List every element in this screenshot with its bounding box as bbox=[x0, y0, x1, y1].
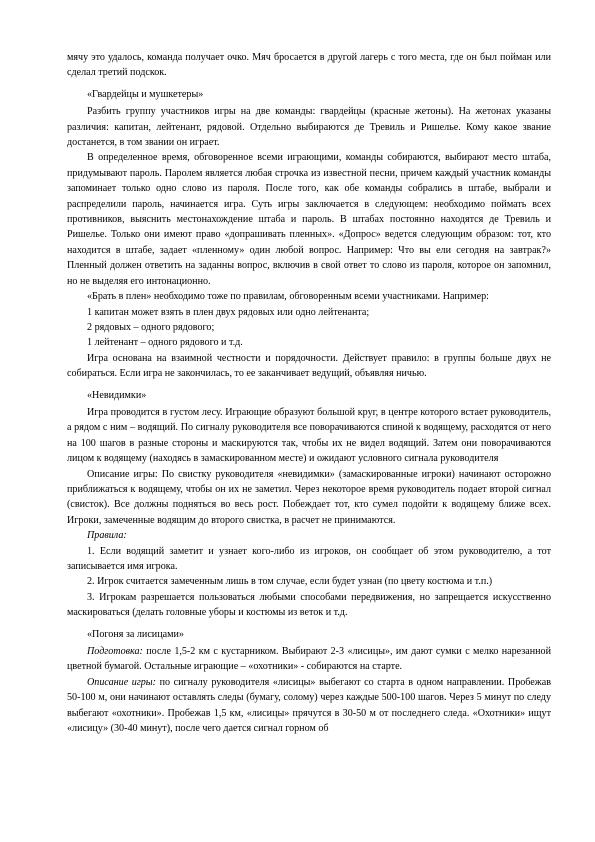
list-item-capture-1: 1 капитан может взять в плен двух рядовых или одно лейтенанта; bbox=[87, 306, 370, 318]
preparation-label: Подготовка: bbox=[87, 646, 143, 658]
paragraph-teams: Разбить группу участников игры на две команды: гвардейцы (красные жетоны). На жетонах указаны различия: капитан, лейтенант, рядовой. Отдельно выбираются де Тревиль и Ришелье. Кому какое звание достанется, в том звании он играет. bbox=[67, 106, 551, 149]
list-item-capture-2: 2 рядовых – одного рядового; bbox=[87, 321, 215, 333]
document-page bbox=[67, 50, 551, 736]
section-heading-fox-chase: «Погоня за лисицами» bbox=[87, 628, 184, 640]
rule-item-1: 1. Если водящий заметит и узнает кого-либо из игроков, он сообщает об этом руководителю, а тот записывается имя игрока. bbox=[67, 545, 551, 572]
paragraph-fox-game-description bbox=[67, 675, 551, 737]
paragraph-capture-rules: «Брать в плен» необходимо тоже по правилам, обговоренным всеми участниками. Например: bbox=[87, 291, 489, 303]
rule-item-3: 3. Игрокам разрешается пользоваться любыми способами передвижения, но запрещается искусственно маскироваться (делать головные уборы и костюмы из веток и т.д. bbox=[67, 591, 551, 619]
paragraph-forest-setup: Игра проводится в густом лесу. Играющие образуют большой круг, в центре которого встает руководитель, а рядом с ним – водящий. По сигналу руководителя все поворачиваются спиной к водящему, расходятся от него на 100 шагов в разные стороны и маскируются так, чтобы их не видел водящий. Затем они поворачиваются лицом к водящему (находясь в замаскированном месте) и ожидают условного сигнала руководителя bbox=[67, 406, 551, 465]
list-item-capture-3: 1 лейтенант – одного рядового и т.д. bbox=[87, 337, 243, 349]
description-text: по сигналу руководителя «лисицы» выбегают со старта в одном направлении. Пробежав 50-100 м, они начинают оставлять следы (бумагу, солому) через каждые 500-100 шагов. Через 5 минут по следу выбегают «охотники». Пробежав 1,5 км, «лисицы» прячутся в 30-50 м от последнего следа. «Охотники» ищут «лисицу» (30-40 минут), после чего дается сигнал горном об bbox=[67, 676, 552, 735]
paragraph-honesty-rule: Игра основана на взаимной честности и порядочности. Действует правило: в группы больше двух не собираться. Если игра не закончилась, то ее заканчивает ведущий, объявляя ничью. bbox=[67, 352, 551, 380]
section-heading-guards-musketeers: «Гвардейцы и мушкетеры» bbox=[87, 88, 204, 100]
description-label: Описание игры: bbox=[87, 676, 157, 688]
paragraph-preparation bbox=[67, 644, 551, 675]
preparation-text: после 1,5-2 км с кустарником. Выбирают 2-3 «лисицы», им дают сумки с мелко нарезанной цветной бумагой. Остальные играющие – «охотники» - собираются на старте. bbox=[67, 646, 551, 673]
section-heading-invisibles: «Невидимки» bbox=[87, 389, 147, 401]
paragraph-ball-game-end: мячу это удалось, команда получает очко. Мяч бросается в другой лагерь с того места, где он был пойман или сделал третий подскок. bbox=[67, 52, 551, 79]
paragraph-headquarters-password: В определенное время, обговоренное всеми играющими, команды собираются, выбирают место штаба, придумывают пароль. Паролем является любая строчка из известной песни, причем каждый участник команды запоминает только одно слово из пароля. После того, как обе команды собрались в штабе, выбрали и распределили пароль, начинается игра. Суть игры заключается в следующем: необходимо поймать всех противников, выяснить местонахождение штаба и пароль. В штабах постоянно находятся де Тревиль и Ришелье. Только они имеют право «допрашивать пленных». «Допрос» ведется следующим образом: тот, кто находится в штабе, задает «пленному» один любой вопрос. Например: Что вы ели сегодня на завтрак?» Пленный должен ответить на заданны вопрос, включив в свой ответ то слово из пароля, которое он запомнил, но не выделяя его интонационно. bbox=[67, 152, 551, 287]
paragraph-game-description: Описание игры: По свистку руководителя «невидимки» (замаскированные игроки) начинают осторожно приближаться к водящему, чтобы он их не заметил. Через некоторое время руководитель подает второй сигнал (свисток). Все должны подняться во весь рост. Побеждает тот, кто сумел подойти к водящему ближе всех. Игроки, замеченные водящим до второго свистка, в расчет не принимаются. bbox=[67, 468, 551, 526]
rule-item-2: 2. Игрок считается замеченным лишь в том случае, если будет узнан (по цвету костюма и т.п.) bbox=[87, 576, 493, 588]
rules-label: Правила: bbox=[87, 530, 127, 542]
